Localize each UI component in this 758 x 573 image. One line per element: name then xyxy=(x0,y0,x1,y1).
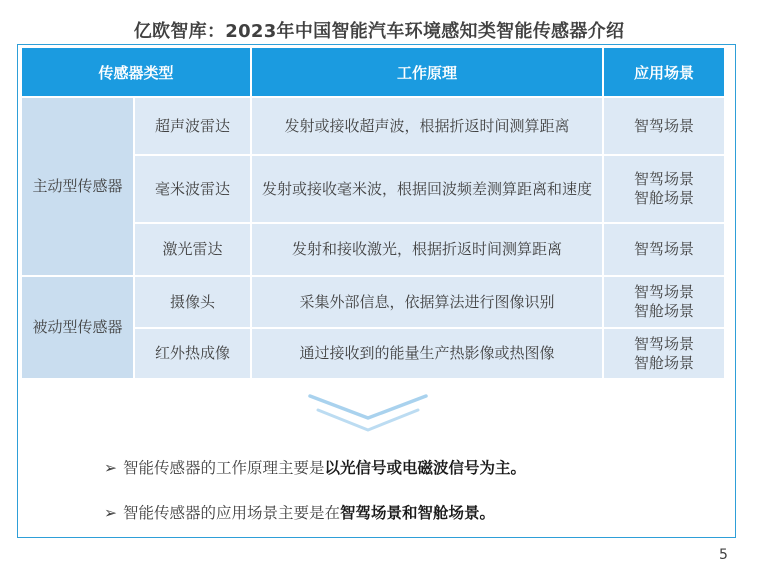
table-row xyxy=(22,277,724,327)
sensor-table xyxy=(20,46,726,380)
table-row xyxy=(22,98,724,154)
summary-emphasis: 以光信号或电磁波信号为主。 xyxy=(324,459,527,477)
double-chevron-down-icon xyxy=(306,392,430,438)
header-sensor-type: 传感器类型 xyxy=(22,48,250,96)
header-scene: 应用场景 xyxy=(604,48,724,96)
scene-label: 智舱场景 xyxy=(634,302,695,320)
principle-cell: 发射或接收毫米波，根据回波频差测算距离和速度 xyxy=(252,156,602,222)
sensor-cell: 激光雷达 xyxy=(135,224,250,275)
arrow-bullet-icon: ➢ xyxy=(104,504,117,522)
scene-cell xyxy=(604,98,724,154)
summary-emphasis: 智驾场景和智舱场景。 xyxy=(340,504,496,522)
arrow-bullet-icon: ➢ xyxy=(104,459,117,477)
page-number: 5 xyxy=(719,547,728,563)
scene-label: 智驾场景 xyxy=(634,334,695,353)
scene-cell xyxy=(604,329,724,378)
summary-list xyxy=(104,456,724,525)
scene-label: 智驾场景 xyxy=(634,116,695,135)
summary-item xyxy=(104,501,724,525)
principle-cell: 采集外部信息，依据算法进行图像识别 xyxy=(252,277,602,327)
scene-cell xyxy=(604,224,724,275)
summary-item xyxy=(104,456,724,480)
principle-cell: 发射和接收激光，根据折返时间测算距离 xyxy=(252,224,602,275)
summary-text: 智能传感器的工作原理主要是 xyxy=(123,459,325,477)
type-cell-active: 主动型传感器 xyxy=(22,98,133,275)
scene-cell xyxy=(604,156,724,222)
type-cell-passive: 被动型传感器 xyxy=(22,277,133,378)
principle-cell: 发射或接收超声波，根据折返时间测算距离 xyxy=(252,98,602,154)
sensor-cell: 超声波雷达 xyxy=(135,98,250,154)
sensor-cell: 红外热成像 xyxy=(135,329,250,378)
sensor-cell: 毫米波雷达 xyxy=(135,156,250,222)
page-title: 亿欧智库：2023年中国智能汽车环境感知类智能传感器介绍 xyxy=(133,21,625,42)
table-header-row xyxy=(22,48,724,96)
scene-cell xyxy=(604,277,724,327)
scene-label: 智舱场景 xyxy=(634,189,695,207)
header-principle: 工作原理 xyxy=(252,48,602,96)
scene-label: 智驾场景 xyxy=(634,240,695,258)
summary-text: 智能传感器的应用场景主要是在 xyxy=(123,504,341,522)
principle-cell: 通过接收到的能量生产热影像或热图像 xyxy=(252,329,602,378)
scene-label: 智驾场景 xyxy=(634,170,695,188)
scene-label: 智驾场景 xyxy=(634,283,695,301)
sensor-cell: 摄像头 xyxy=(135,277,250,327)
scene-label: 智舱场景 xyxy=(634,353,695,372)
